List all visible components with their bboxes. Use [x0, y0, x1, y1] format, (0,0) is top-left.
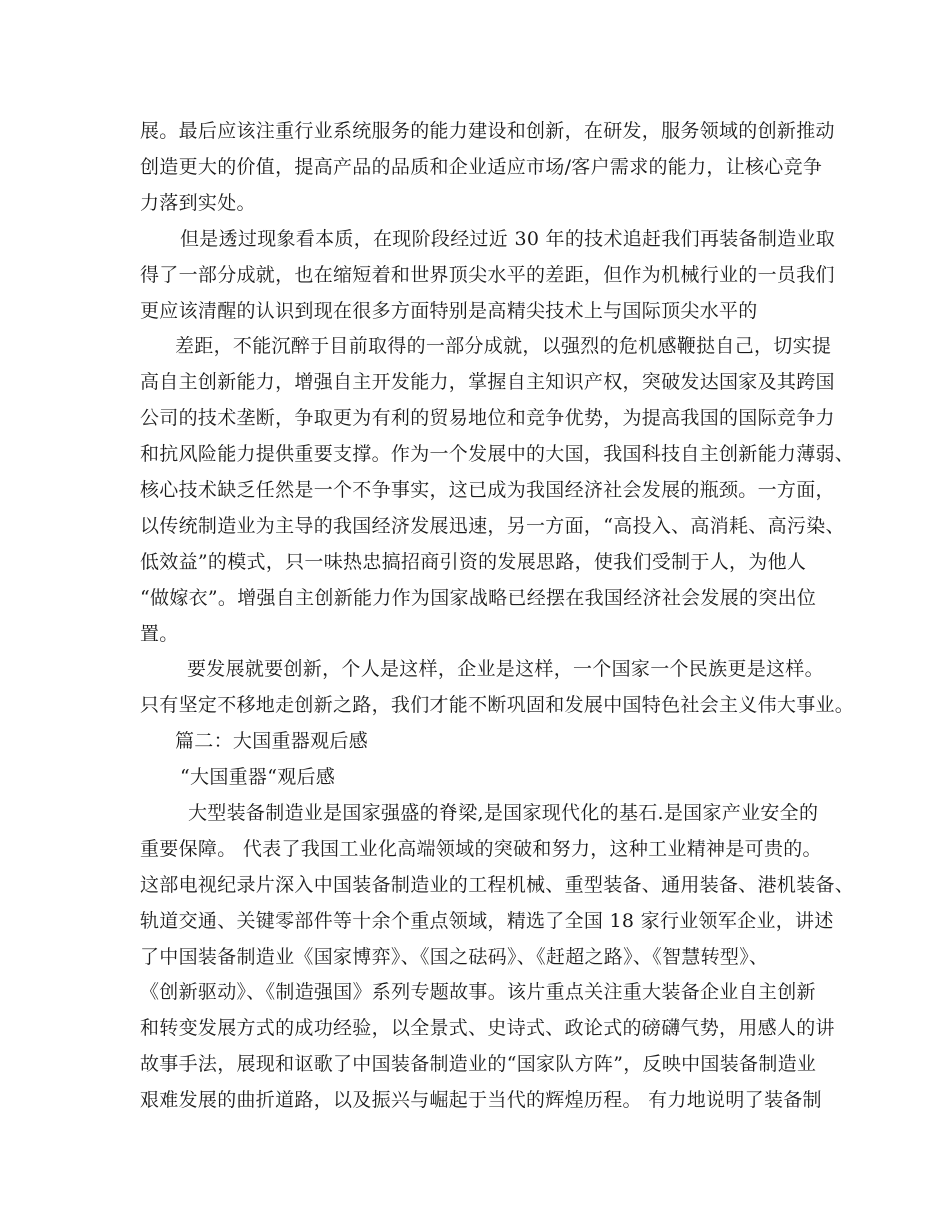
text-line: 和转变发展方式的成功经验，以全景式、史诗式、政论式的磅礴气势，用感人的讲 — [140, 1017, 835, 1039]
text-line: 轨道交通、关键零部件等十余个重点领域，精选了全国 18 家行业领军企业，讲述 — [140, 910, 834, 932]
paragraph-start-line: 要发展就要创新，个人是这样，企业是这样，一个国家一个民族更是这样。 — [187, 658, 824, 680]
paragraph-start-line: 大型装备制造业是国家强盛的脊梁,是国家现代化的基石.是国家产业安全的 — [188, 802, 819, 824]
text-line: 以传统制造业为主导的我国经济发展迅速，另一方面，“高投入、高消耗、高污染、 — [140, 515, 845, 537]
text-line: 故事手法，展现和讴歌了中国装备制造业的“国家队方阵”，反映中国装备制造业 — [140, 1053, 817, 1075]
text-line: 只有坚定不移地走创新之路，我们才能不断巩固和发展中国特色社会主义伟大事业。 — [140, 694, 855, 716]
text-line: 更应该清醒的认识到现在很多方面特别是高精尖技术上与国际顶尖水平的 — [140, 300, 758, 322]
text-line: 展。最后应该注重行业系统服务的能力建设和创新，在研发，服务领域的创新推动 — [140, 120, 835, 142]
text-line: 力落到实处。 — [140, 192, 256, 214]
paragraph-start-line: 差距，不能沉醉于目前取得的一部分成就，以强烈的危机感鞭挞自己，切实提 — [175, 335, 832, 357]
section-heading: 篇二：大国重器观后感 — [175, 730, 369, 752]
text-line: 和抗风险能力提供重要支撑。作为一个发展中的大国，我国科技自主创新能力薄弱、 — [140, 443, 855, 465]
text-line: 公司的技术垄断，争取更为有利的贸易地位和竞争优势，为提高我国的国际竞争力 — [140, 407, 835, 429]
text-line: 了中国装备制造业《国家博弈》、《国之砝码》、《赶超之路》、《智慧转型》、 — [140, 946, 769, 968]
text-line: 重要保障。 代表了我国工业化高端领域的突破和努力，这种工业精神是可贵的。 — [140, 838, 822, 860]
text-line: 置。 — [140, 623, 179, 645]
text-line: 低效益”的模式，只一味热忠搞招商引资的发展思路，使我们受制于人，为他人 — [140, 551, 807, 573]
text-line: 这部电视纪录片深入中国装备制造业的工程机械、重型装备、通用装备、港机装备、 — [140, 874, 855, 896]
article-title: “大国重器“观后感 — [180, 766, 336, 788]
text-line: 《创新驱动》、《制造强国》系列专题故事。该片重点关注重大装备企业自主创新 — [140, 981, 816, 1003]
text-line: 艰难发展的曲折道路，以及振兴与崛起于当代的辉煌历程。 有力地说明了装备制 — [140, 1089, 822, 1111]
text-line: 高自主创新能力，增强自主开发能力，掌握自主知识产权，突破发达国家及其跨国 — [140, 371, 835, 393]
text-line: 得了一部分成就，也在缩短着和世界顶尖水平的差距，但作为机械行业的一员我们 — [140, 264, 835, 286]
paragraph-start-line: 但是透过现象看本质，在现阶段经过近 30 年的技术追赶我们再装备制造业取 — [180, 228, 836, 250]
text-line: 创造更大的价值，提高产品的品质和企业适应市场/客户需求的能力，让核心竞争 — [140, 156, 823, 178]
text-line: “做嫁衣”。增强自主创新能力作为国家战略已经摆在我国经济社会发展的突出位 — [140, 587, 817, 609]
text-line: 核心技术缺乏任然是一个不争事实，这已成为我国经济社会发展的瓶颈。一方面， — [140, 479, 835, 501]
